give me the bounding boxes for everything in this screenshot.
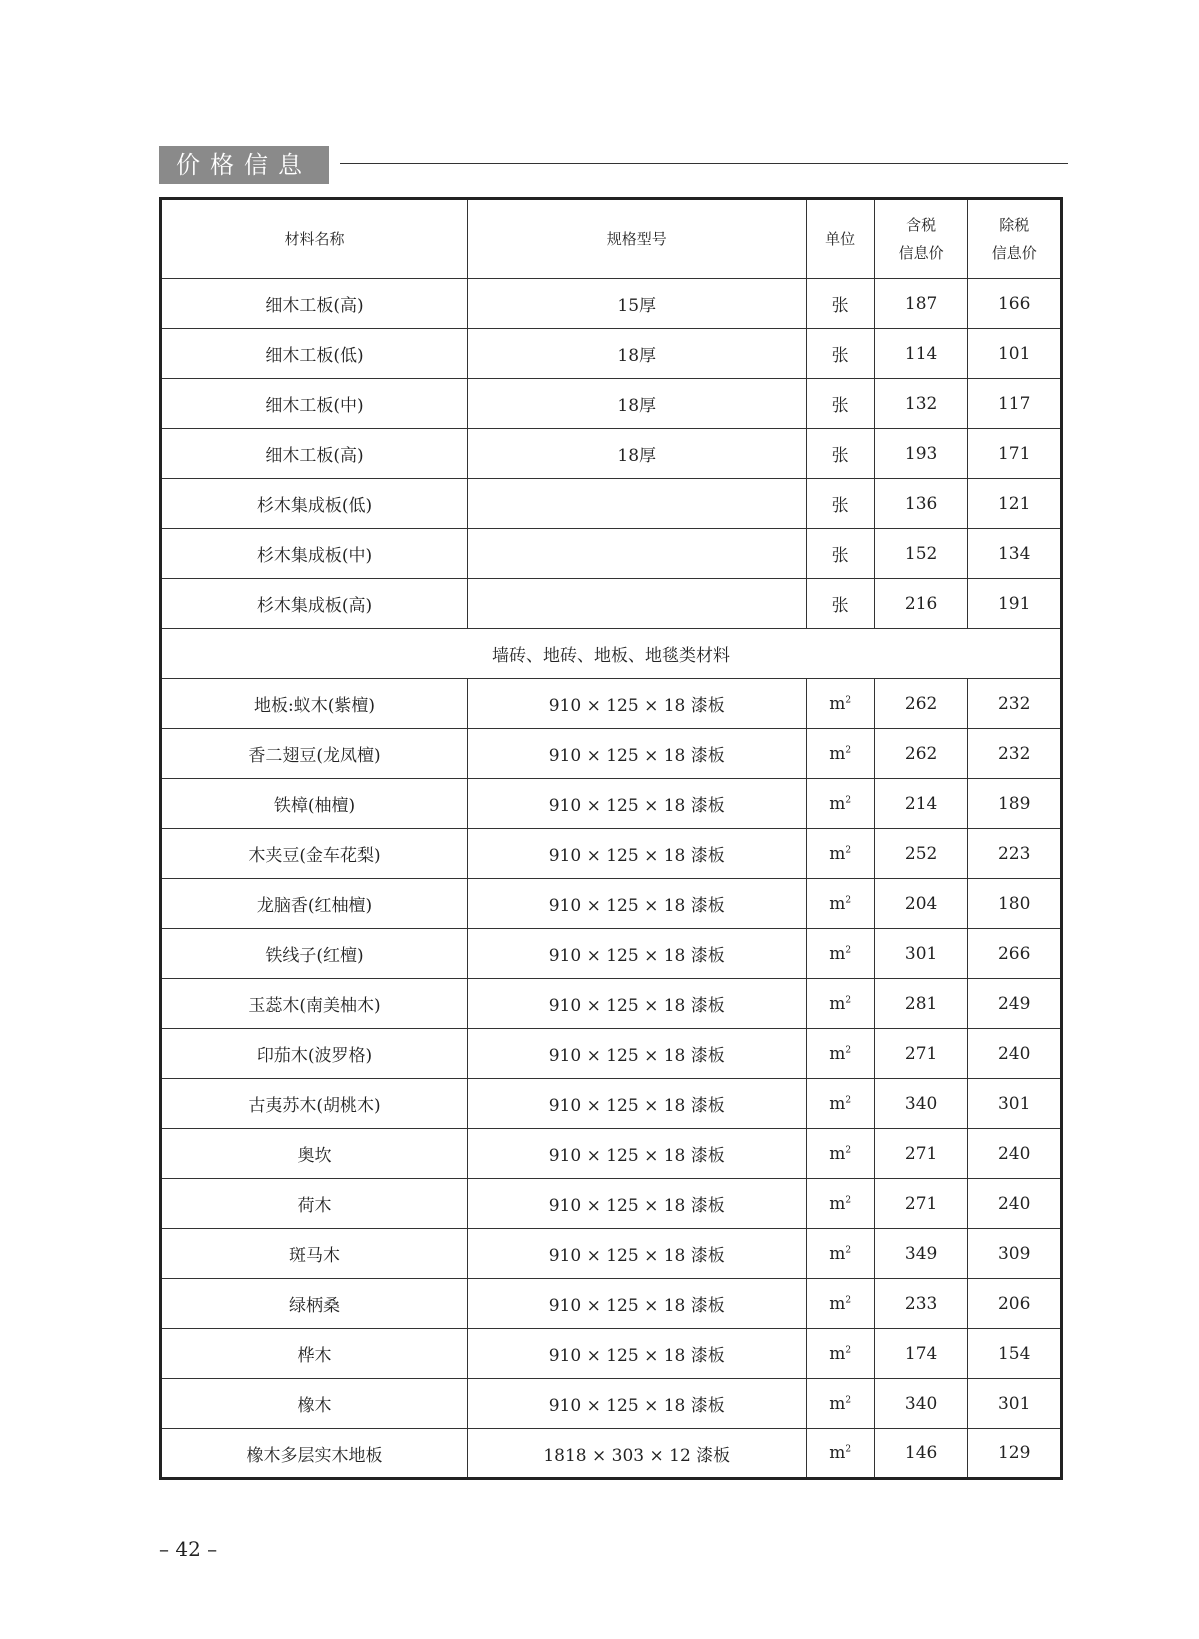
cell-spec: 910 × 125 × 18 漆板	[467, 1279, 806, 1329]
cell-unit	[806, 1379, 874, 1429]
unit-exponent: 2	[845, 1394, 852, 1405]
cell-price-incl: 152	[874, 529, 968, 579]
cell-name: 木夹豆(金车花梨)	[161, 829, 468, 879]
header-tax-excluded-line2: 信息价	[991, 244, 1037, 262]
cell-price-excl: 129	[968, 1429, 1062, 1479]
cell-name: 橡木多层实木地板	[161, 1429, 468, 1479]
cell-unit	[806, 879, 874, 929]
cell-price-excl: 240	[968, 1129, 1062, 1179]
cell-price-incl: 193	[874, 429, 968, 479]
unit-base: m	[829, 693, 846, 714]
unit-base: m	[829, 843, 846, 864]
cell-unit	[806, 679, 874, 729]
cell-unit	[806, 1329, 874, 1379]
cell-price-excl: 240	[968, 1029, 1062, 1079]
table-row	[161, 1429, 1062, 1479]
cell-name: 奥坎	[161, 1129, 468, 1179]
unit-base: m	[829, 1093, 846, 1114]
cell-price-incl: 132	[874, 379, 968, 429]
unit-base: m	[829, 1393, 846, 1414]
cell-spec: 910 × 125 × 18 漆板	[467, 879, 806, 929]
cell-name: 细木工板(低)	[161, 329, 468, 379]
cell-name: 杉木集成板(中)	[161, 529, 468, 579]
cell-name: 桦木	[161, 1329, 468, 1379]
unit-base: m	[829, 1043, 846, 1064]
cell-price-excl: 240	[968, 1179, 1062, 1229]
cell-name: 玉蕊木(南美柚木)	[161, 979, 468, 1029]
cell-spec: 910 × 125 × 18 漆板	[467, 929, 806, 979]
cell-price-excl: 134	[968, 529, 1062, 579]
cell-price-excl: 191	[968, 579, 1062, 629]
cell-unit	[806, 1029, 874, 1079]
cell-price-incl: 271	[874, 1179, 968, 1229]
cell-spec: 910 × 125 × 18 漆板	[467, 1179, 806, 1229]
unit-exponent: 2	[845, 1194, 852, 1205]
cell-unit	[806, 1079, 874, 1129]
header-name: 材料名称	[161, 199, 468, 279]
cell-name: 斑马木	[161, 1229, 468, 1279]
cell-unit: 张	[806, 479, 874, 529]
cell-spec: 910 × 125 × 18 漆板	[467, 829, 806, 879]
unit-base: m	[829, 1193, 846, 1214]
price-table	[159, 197, 1063, 1480]
cell-price-incl: 281	[874, 979, 968, 1029]
cell-price-excl: 121	[968, 479, 1062, 529]
cell-unit	[806, 829, 874, 879]
table-row	[161, 879, 1062, 929]
table-row	[161, 1129, 1062, 1179]
cell-name: 印茄木(波罗格)	[161, 1029, 468, 1079]
cell-spec: 15厚	[467, 279, 806, 329]
header-tax-excluded-price	[968, 199, 1062, 279]
cell-name: 香二翅豆(龙凤檀)	[161, 729, 468, 779]
cell-price-excl: 232	[968, 679, 1062, 729]
table-row	[161, 479, 1062, 529]
cell-price-incl: 216	[874, 579, 968, 629]
table-row	[161, 1329, 1062, 1379]
cell-price-incl: 187	[874, 279, 968, 329]
header-spec: 规格型号	[467, 199, 806, 279]
table-row	[161, 979, 1062, 1029]
unit-exponent: 2	[845, 694, 852, 705]
unit-base: m	[829, 1243, 846, 1264]
cell-price-excl: 101	[968, 329, 1062, 379]
table-row	[161, 1279, 1062, 1329]
table-row	[161, 279, 1062, 329]
unit-base: m	[829, 743, 846, 764]
cell-price-excl: 266	[968, 929, 1062, 979]
unit-exponent: 2	[845, 1244, 852, 1255]
cell-price-incl: 262	[874, 729, 968, 779]
cell-price-excl: 232	[968, 729, 1062, 779]
cell-name: 绿柄桑	[161, 1279, 468, 1329]
unit-base: m	[829, 943, 846, 964]
cell-unit: 张	[806, 529, 874, 579]
unit-exponent: 2	[845, 744, 852, 755]
cell-name: 细木工板(高)	[161, 279, 468, 329]
cell-spec: 910 × 125 × 18 漆板	[467, 1129, 806, 1179]
table-row	[161, 329, 1062, 379]
table-row	[161, 529, 1062, 579]
unit-exponent: 2	[845, 794, 852, 805]
cell-price-incl: 114	[874, 329, 968, 379]
cell-unit	[806, 929, 874, 979]
unit-exponent: 2	[845, 1144, 852, 1155]
unit-exponent: 2	[845, 894, 852, 905]
header-tax-excluded-line1: 除税	[999, 216, 1030, 234]
cell-name: 铁线子(红檀)	[161, 929, 468, 979]
cell-spec: 910 × 125 × 18 漆板	[467, 779, 806, 829]
cell-price-incl: 262	[874, 679, 968, 729]
header-tax-included-line2: 信息价	[898, 244, 944, 262]
cell-spec	[467, 479, 806, 529]
cell-spec: 910 × 125 × 18 漆板	[467, 1029, 806, 1079]
cell-spec: 910 × 125 × 18 漆板	[467, 679, 806, 729]
table-row	[161, 779, 1062, 829]
cell-price-excl: 154	[968, 1329, 1062, 1379]
table-row	[161, 379, 1062, 429]
cell-unit: 张	[806, 279, 874, 329]
table-row	[161, 1379, 1062, 1429]
cell-price-incl: 340	[874, 1079, 968, 1129]
cell-name: 杉木集成板(高)	[161, 579, 468, 629]
cell-unit: 张	[806, 329, 874, 379]
cell-price-excl: 309	[968, 1229, 1062, 1279]
unit-base: m	[829, 893, 846, 914]
cell-spec: 18厚	[467, 329, 806, 379]
cell-unit	[806, 1229, 874, 1279]
table-row	[161, 729, 1062, 779]
cell-name: 荷木	[161, 1179, 468, 1229]
cell-price-incl: 174	[874, 1329, 968, 1379]
unit-base: m	[829, 993, 846, 1014]
cell-price-excl: 189	[968, 779, 1062, 829]
cell-unit: 张	[806, 429, 874, 479]
cell-spec: 910 × 125 × 18 漆板	[467, 1079, 806, 1129]
unit-base: m	[829, 1443, 846, 1463]
unit-base: m	[829, 1293, 846, 1314]
cell-unit	[806, 979, 874, 1029]
cell-price-excl: 301	[968, 1379, 1062, 1429]
header-tax-included-price	[874, 199, 968, 279]
cell-price-incl: 340	[874, 1379, 968, 1429]
cell-price-excl: 301	[968, 1079, 1062, 1129]
table-row	[161, 429, 1062, 479]
unit-exponent: 2	[845, 1094, 852, 1105]
table-row	[161, 1229, 1062, 1279]
table-row	[161, 679, 1062, 729]
cell-unit	[806, 1179, 874, 1229]
cell-name: 橡木	[161, 1379, 468, 1429]
cell-spec: 910 × 125 × 18 漆板	[467, 1229, 806, 1279]
cell-price-excl: 206	[968, 1279, 1062, 1329]
table-row	[161, 1079, 1062, 1129]
cell-price-excl: 166	[968, 279, 1062, 329]
unit-exponent: 2	[845, 994, 852, 1005]
cell-name: 铁樟(柚檀)	[161, 779, 468, 829]
cell-spec: 910 × 125 × 18 漆板	[467, 1329, 806, 1379]
category-row	[161, 629, 1062, 679]
cell-unit	[806, 1129, 874, 1179]
cell-spec	[467, 529, 806, 579]
category-label: 墙砖、地砖、地板、地毯类材料	[161, 629, 1062, 679]
cell-price-incl: 233	[874, 1279, 968, 1329]
cell-unit	[806, 729, 874, 779]
cell-unit	[806, 1429, 874, 1479]
cell-price-excl: 180	[968, 879, 1062, 929]
unit-exponent: 2	[845, 1444, 852, 1455]
cell-price-incl: 271	[874, 1029, 968, 1079]
header-unit: 单位	[806, 199, 874, 279]
cell-spec: 910 × 125 × 18 漆板	[467, 1379, 806, 1429]
table-row	[161, 929, 1062, 979]
cell-price-excl: 171	[968, 429, 1062, 479]
header-tax-included-line1: 含税	[906, 216, 937, 234]
cell-unit: 张	[806, 379, 874, 429]
section-divider	[340, 163, 1068, 164]
cell-spec: 1818 × 303 × 12 漆板	[467, 1429, 806, 1479]
cell-spec: 910 × 125 × 18 漆板	[467, 979, 806, 1029]
unit-base: m	[829, 793, 846, 814]
cell-price-incl: 301	[874, 929, 968, 979]
unit-exponent: 2	[845, 944, 852, 955]
cell-price-incl: 146	[874, 1429, 968, 1479]
section-title: 价格信息	[159, 146, 329, 184]
cell-name: 细木工板(中)	[161, 379, 468, 429]
cell-name: 杉木集成板(低)	[161, 479, 468, 529]
cell-spec: 18厚	[467, 379, 806, 429]
cell-price-incl: 349	[874, 1229, 968, 1279]
table-row	[161, 1179, 1062, 1229]
table-row	[161, 1029, 1062, 1079]
cell-spec: 910 × 125 × 18 漆板	[467, 729, 806, 779]
table-row	[161, 829, 1062, 879]
cell-unit	[806, 1279, 874, 1329]
unit-exponent: 2	[845, 844, 852, 855]
cell-price-incl: 271	[874, 1129, 968, 1179]
cell-unit: 张	[806, 579, 874, 629]
cell-name: 龙脑香(红柚檀)	[161, 879, 468, 929]
cell-price-incl: 214	[874, 779, 968, 829]
cell-spec	[467, 579, 806, 629]
cell-price-incl: 204	[874, 879, 968, 929]
unit-exponent: 2	[845, 1344, 852, 1355]
cell-price-excl: 223	[968, 829, 1062, 879]
table-header-row	[161, 199, 1062, 279]
unit-base: m	[829, 1343, 846, 1364]
page-number: – 42 –	[159, 1537, 218, 1561]
cell-price-excl: 117	[968, 379, 1062, 429]
cell-name: 古夷苏木(胡桃木)	[161, 1079, 468, 1129]
cell-price-incl: 136	[874, 479, 968, 529]
cell-unit	[806, 779, 874, 829]
table-row	[161, 579, 1062, 629]
unit-exponent: 2	[845, 1044, 852, 1055]
cell-name: 细木工板(高)	[161, 429, 468, 479]
cell-price-excl: 249	[968, 979, 1062, 1029]
unit-exponent: 2	[845, 1294, 852, 1305]
cell-spec: 18厚	[467, 429, 806, 479]
cell-price-incl: 252	[874, 829, 968, 879]
unit-base: m	[829, 1143, 846, 1164]
cell-name: 地板:蚁木(紫檀)	[161, 679, 468, 729]
